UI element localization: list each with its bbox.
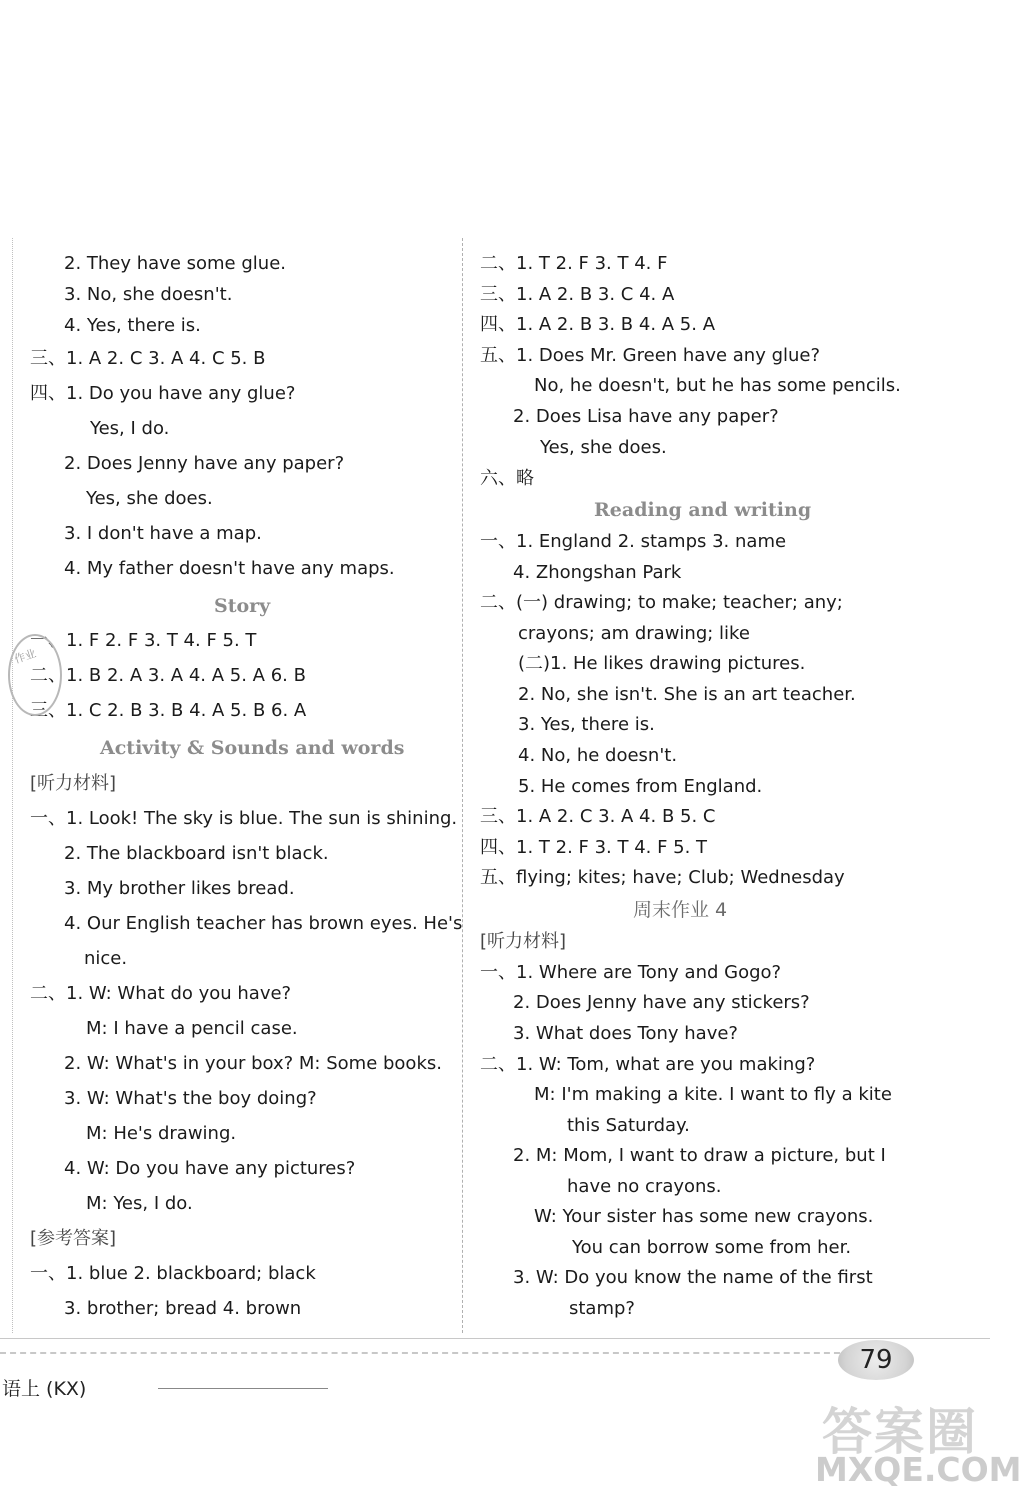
answer-line: 一、1. Look! The sky is blue. The sun is shining. (30, 808, 458, 829)
answer-line: 4. Yes, there is. (64, 315, 201, 336)
answer-line: 四、1. A 2. B 3. B 4. A 5. A (480, 314, 716, 335)
answer-line: 二、(一) drawing; to make; teacher; any; (480, 592, 843, 613)
answer-line: 3. I don't have a map. (64, 523, 262, 544)
answer-line: M: He's drawing. (86, 1123, 237, 1144)
answer-line: 二、1. B 2. A 3. A 4. A 5. A 6. B (30, 665, 306, 686)
answer-line: 三、1. A 2. B 3. C 4. A (480, 284, 675, 305)
answer-line: 3. brother; bread 4. brown (64, 1298, 302, 1319)
answer-line: W: Your sister has some new crayons. (534, 1206, 874, 1227)
answer-line: 一、1. England 2. stamps 3. name (480, 531, 787, 552)
answer-line: have no crayons. (567, 1176, 722, 1197)
answer-line: M: I have a pencil case. (86, 1018, 298, 1039)
answer-line: 5. He comes from England. (518, 776, 763, 797)
stamp-seal (8, 634, 62, 716)
section-heading-weekend: 周末作业 4 (633, 899, 728, 921)
answer-line: 2. Does Lisa have any paper? (513, 406, 779, 427)
answer-line: 3. W: What's the boy doing? (64, 1088, 317, 1109)
section-heading-activity: Activity & Sounds and words (100, 737, 405, 759)
answer-line: Yes, she does. (540, 437, 667, 458)
answer-line: nice. (84, 948, 128, 969)
answer-line: No, he doesn't, but he has some pencils. (534, 375, 901, 396)
answer-line: stamp? (569, 1298, 635, 1319)
answer-line: (二)1. He likes drawing pictures. (518, 653, 806, 674)
section-heading-reading: Reading and writing (594, 499, 812, 521)
footer-rule (0, 1338, 990, 1339)
book-label: 语上 (KX) (2, 1378, 87, 1400)
stamp-text: 作业 (12, 646, 38, 667)
answer-line: 4. Zhongshan Park (513, 562, 682, 583)
answer-line: 一、1. F 2. F 3. T 4. F 5. T (30, 630, 257, 651)
answer-line: 2. Does Jenny have any stickers? (513, 992, 810, 1013)
answer-line: this Saturday. (567, 1115, 690, 1136)
answer-line: 一、1. Where are Tony and Gogo? (480, 962, 782, 983)
answer-line: 2. W: What's in your box? M: Some books. (64, 1053, 442, 1074)
answer-line: 六、略 (480, 468, 534, 489)
listening-material-label: [听力材料] (480, 931, 567, 952)
reference-answer-label: [参考答案] (30, 1228, 117, 1249)
answer-line: 4. Our English teacher has brown eyes. He's (64, 913, 463, 934)
answer-line: 4. W: Do you have any pictures? (64, 1158, 356, 1179)
answer-line: 二、1. W: Tom, what are you making? (480, 1054, 816, 1075)
answer-line: 四、1. T 2. F 3. T 4. F 5. T (480, 837, 708, 858)
answer-line: 2. No, she isn't. She is an art teacher. (518, 684, 856, 705)
answer-line: 三、1. C 2. B 3. B 4. A 5. B 6. A (30, 700, 307, 721)
answer-line: M: I'm making a kite. I want to fly a kite (534, 1084, 892, 1105)
answer-line: 五、flying; kites; have; Club; Wednesday (480, 867, 845, 888)
section-heading-story: Story (214, 595, 271, 617)
answer-line: 2. The blackboard isn't black. (64, 843, 329, 864)
answer-line: 3. What does Tony have? (513, 1023, 738, 1044)
answer-line: 3. W: Do you know the name of the first (513, 1267, 873, 1288)
answer-line: M: Yes, I do. (86, 1193, 193, 1214)
answer-line: You can borrow some from her. (572, 1237, 852, 1258)
answer-line: 4. My father doesn't have any maps. (64, 558, 395, 579)
listening-material-label: [听力材料] (30, 773, 117, 794)
answer-line: 2. They have some glue. (64, 253, 286, 274)
page-number: 79 (838, 1340, 914, 1380)
footer-dashed-rule (0, 1352, 850, 1354)
footer-underline (158, 1388, 328, 1389)
answer-line: 2. Does Jenny have any paper? (64, 453, 345, 474)
answer-line: 三、1. A 2. C 3. A 4. C 5. B (30, 348, 266, 369)
answer-line: 二、1. T 2. F 3. T 4. F (480, 253, 668, 274)
answer-line: 3. No, she doesn't. (64, 284, 233, 305)
answer-line: 四、1. Do you have any glue? (30, 383, 296, 404)
answer-line: 2. M: Mom, I want to draw a picture, but I (513, 1145, 886, 1166)
answer-line: 3. My brother likes bread. (64, 878, 295, 899)
answer-line: 五、1. Does Mr. Green have any glue? (480, 345, 821, 366)
column-divider (462, 238, 463, 1333)
answer-line: Yes, I do. (90, 418, 170, 439)
answer-line: Yes, she does. (86, 488, 213, 509)
watermark-url: MXQE.COM (815, 1450, 1022, 1489)
left-margin-edge (12, 238, 13, 1333)
watermark-logo: 答案圈 (822, 1403, 978, 1461)
answer-line: 二、1. W: What do you have? (30, 983, 292, 1004)
answer-line: 一、1. blue 2. blackboard; black (30, 1263, 316, 1284)
answer-line: 4. No, he doesn't. (518, 745, 678, 766)
answer-line: 三、1. A 2. C 3. A 4. B 5. C (480, 806, 716, 827)
answer-line: crayons; am drawing; like (518, 623, 750, 644)
answer-line: 3. Yes, there is. (518, 714, 655, 735)
